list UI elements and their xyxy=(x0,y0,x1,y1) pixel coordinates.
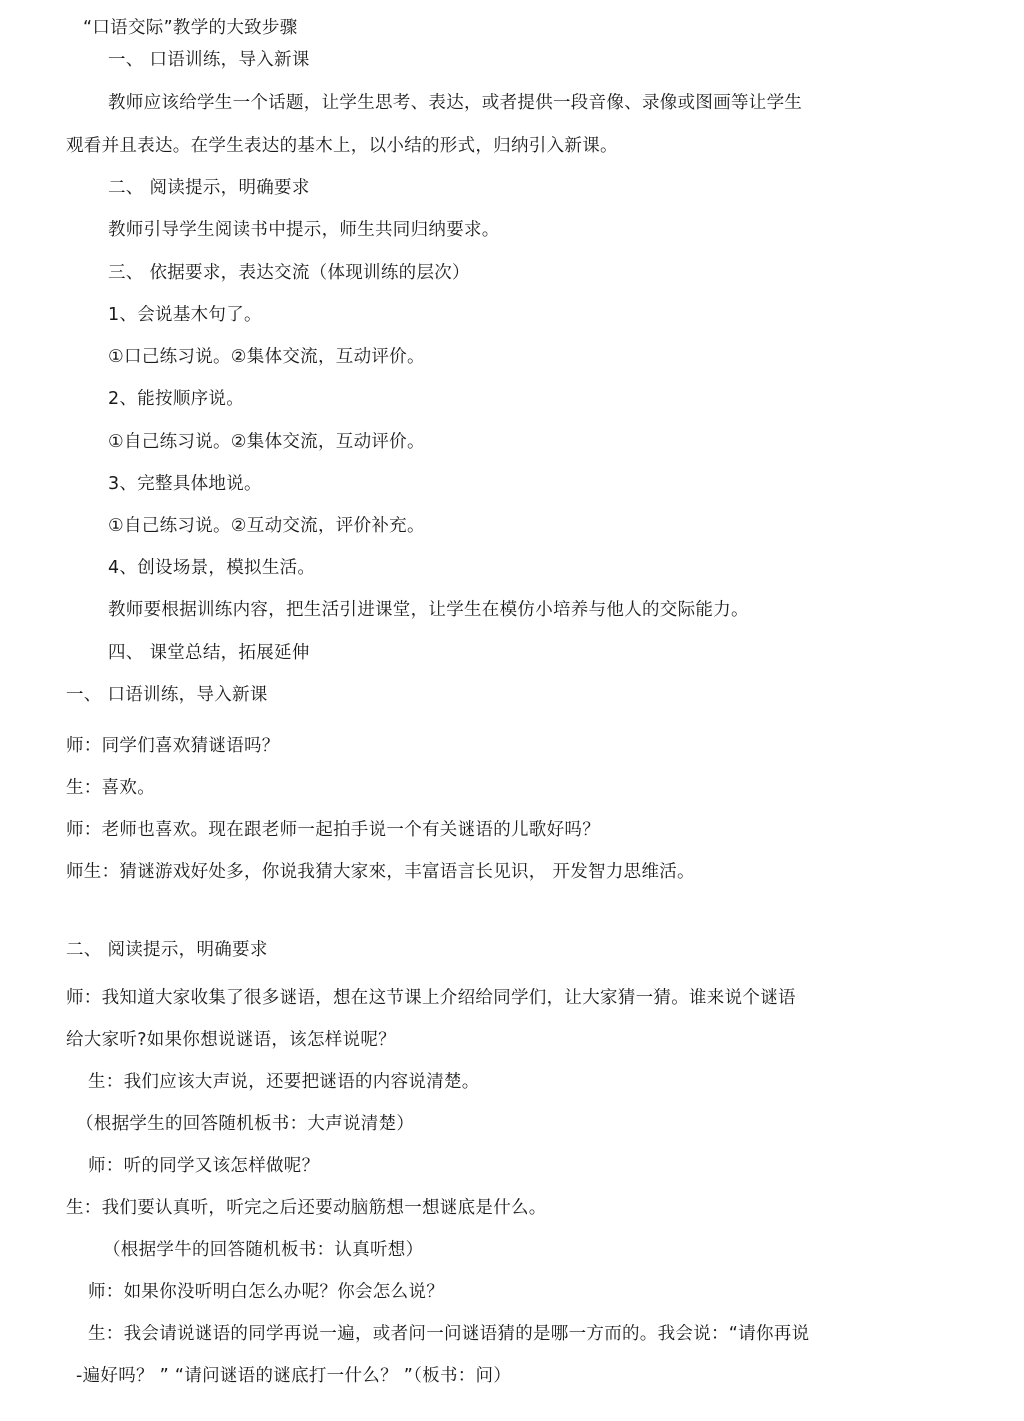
dialogue-line: 师：我知道大家收集了很多谜语，想在这节课上介绍给同学们，让大家猜一猜。谁来说个谜语 xyxy=(66,988,796,1008)
outline-item: ①自己练习说。②集体交流，互动评价。 xyxy=(108,432,425,452)
outline-heading-2: 二、 阅读提示，明确要求 xyxy=(108,178,310,198)
dialogue-line: 师：老师也喜欢。现在跟老师一起拍手说一个有关谜语的儿歌好吗？ xyxy=(66,820,600,840)
outline-paragraph: 观看并且表达。在学生表达的基木上，以小结的形式，归纳引入新课。 xyxy=(66,136,618,156)
outline-heading-1: 一、 口语训练，导入新课 xyxy=(108,50,310,70)
board-note: （根据学牛的回答随机板书：认真听想） xyxy=(103,1240,424,1260)
outline-item: 1、会说基木句了。 xyxy=(108,305,262,325)
outline-paragraph: 教师应该给学生一个话题，让学生思考、表达，或者提供一段音像、录像或图画等让学生 xyxy=(108,93,803,113)
outline-item: 2、能按顺序说。 xyxy=(108,389,245,409)
dialogue-line: 师：同学们喜欢猜谜语吗？ xyxy=(66,736,280,756)
board-note: （根据学生的回答随机板书：大声说清楚） xyxy=(76,1114,415,1134)
dialogue-line: 生：我们要认真听，听完之后还要动脑筋想一想谜底是什么。 xyxy=(66,1198,547,1218)
dialogue-line: 给大家听?如果你想说谜语，该怎样说呢？ xyxy=(66,1030,396,1050)
dialogue-line: 师生：猜谜游戏好处多，你说我猜大家來，丰富语言长见识， 开发智力思维活。 xyxy=(66,862,695,882)
outline-item: ①口己练习说。②集体交流，互动评价。 xyxy=(108,347,425,367)
dialogue-line: 师：如果你没听明白怎么办呢？你会怎么说？ xyxy=(88,1282,444,1302)
section2-heading: 二、 阅读提示，明确要求 xyxy=(66,940,268,960)
outline-heading-4: 四、 课堂总结，拓展延伸 xyxy=(108,643,310,663)
outline-item: ①自己练习说。②互动交流，评价补充。 xyxy=(108,516,425,536)
dialogue-line: 生：喜欢。 xyxy=(66,778,155,798)
dialogue-line: 师：听的同学又该怎样做呢？ xyxy=(88,1156,320,1176)
dialogue-line: 生：我会请说谜语的同学再说一遍，或者问一问谜语猜的是哪一方而的。我会说：“请你再说 xyxy=(88,1324,810,1344)
dialogue-line: 生：我们应该大声说，还要把谜语的内容说清楚。 xyxy=(88,1072,480,1092)
outline-paragraph: 教师要根据训练内容，把生活引进课堂，让学生在模仿小培养与他人的交际能力。 xyxy=(108,600,749,620)
dialogue-line: -遍好吗？ ” “请问谜语的谜底打一什么？ ”（板书：问） xyxy=(76,1366,512,1386)
section1-heading: 一、 口语训练，导入新课 xyxy=(66,685,268,705)
outline-item: 3、完整具体地说。 xyxy=(108,474,262,494)
outline-heading-3: 三、 依据要求，表达交流（体现训练的层次） xyxy=(108,263,470,283)
outline-paragraph: 教师引导学生阅读书中提示，师生共同归纳要求。 xyxy=(108,220,500,240)
outline-item: 4、创设场景，模拟生活。 xyxy=(108,558,316,578)
page-title: “口语交际”教学的大致步骤 xyxy=(83,18,298,38)
